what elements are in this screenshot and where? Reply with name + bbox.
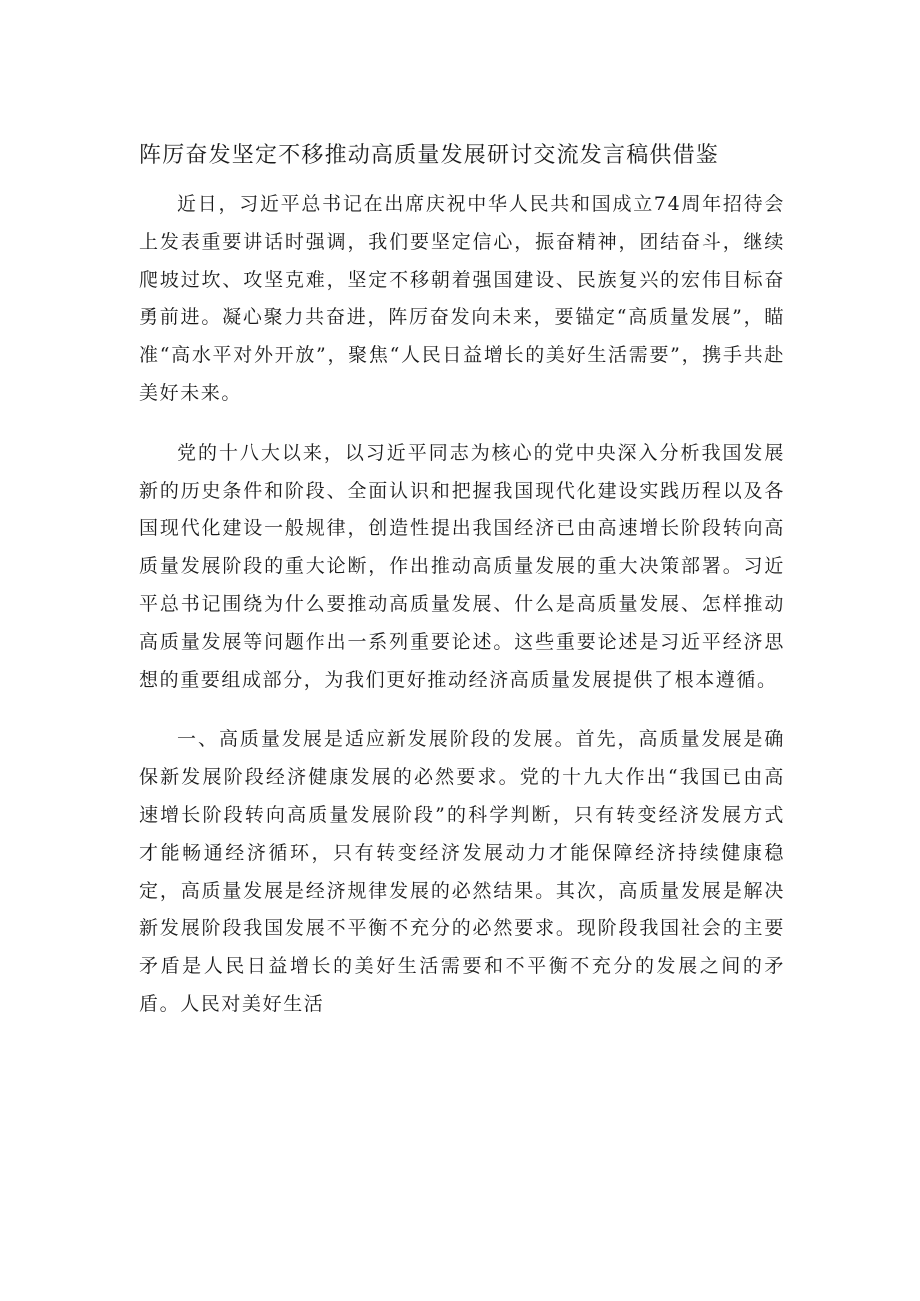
document-title: 阵厉奋发坚定不移推动高质量发展研讨交流发言稿供借鉴 xyxy=(139,143,720,168)
paragraph: 近日，习近平总书记在出席庆祝中华人民共和国成立74周年招待会上发表重要讲话时强调，我们要坚定信心，振奋精神，团结奋斗，继续爬坡过坎、攻坚克难，坚定不移朝着强国建设、民族复兴的宏伟目标奋勇前进。凝心聚力共奋进，阵厉奋发向未来，要锚定“高质量发展”，瞄准“高水平对外开放”，聚焦“人民日益增长的美好生活需要”，携手共赴美好未来。 xyxy=(139,193,785,404)
document-page xyxy=(139,136,785,1046)
paragraph: 一、高质量发展是适应新发展阶段的发展。首先，高质量发展是确保新发展阶段经济健康发展的必然要求。党的十九大作出“我国已由高速增长阶段转向高质量发展阶段”的科学判断，只有转变经济发展方式才能畅通经济循环，只有转变经济发展动力才能保障经济持续健康稳定，高质量发展是经济规律发展的必然结果。其次，高质量发展是解决新发展阶段我国发展不平衡不充分的必然要求。现阶段我国社会的主要矛盾是人民日益增长的美好生活需要和不平衡不充分的发展之间的矛盾。人民对美好生活 xyxy=(139,728,785,1015)
paragraph: 党的十八大以来，以习近平同志为核心的党中央深入分析我国发展新的历史条件和阶段、全面认识和把握我国现代化建设实践历程以及各国现代化建设一般规律，创造性提出我国经济已由高速增长阶段转向高质量发展阶段的重大论断，作出推动高质量发展的重大决策部署。习近平总书记围绕为什么要推动高质量发展、什么是高质量发展、怎样推动高质量发展等问题作出一系列重要论述。这些重要论述是习近平经济思想的重要组成部分，为我们更好推动经济高质量发展提供了根本遵循。 xyxy=(139,441,785,691)
document-body xyxy=(139,186,785,1024)
